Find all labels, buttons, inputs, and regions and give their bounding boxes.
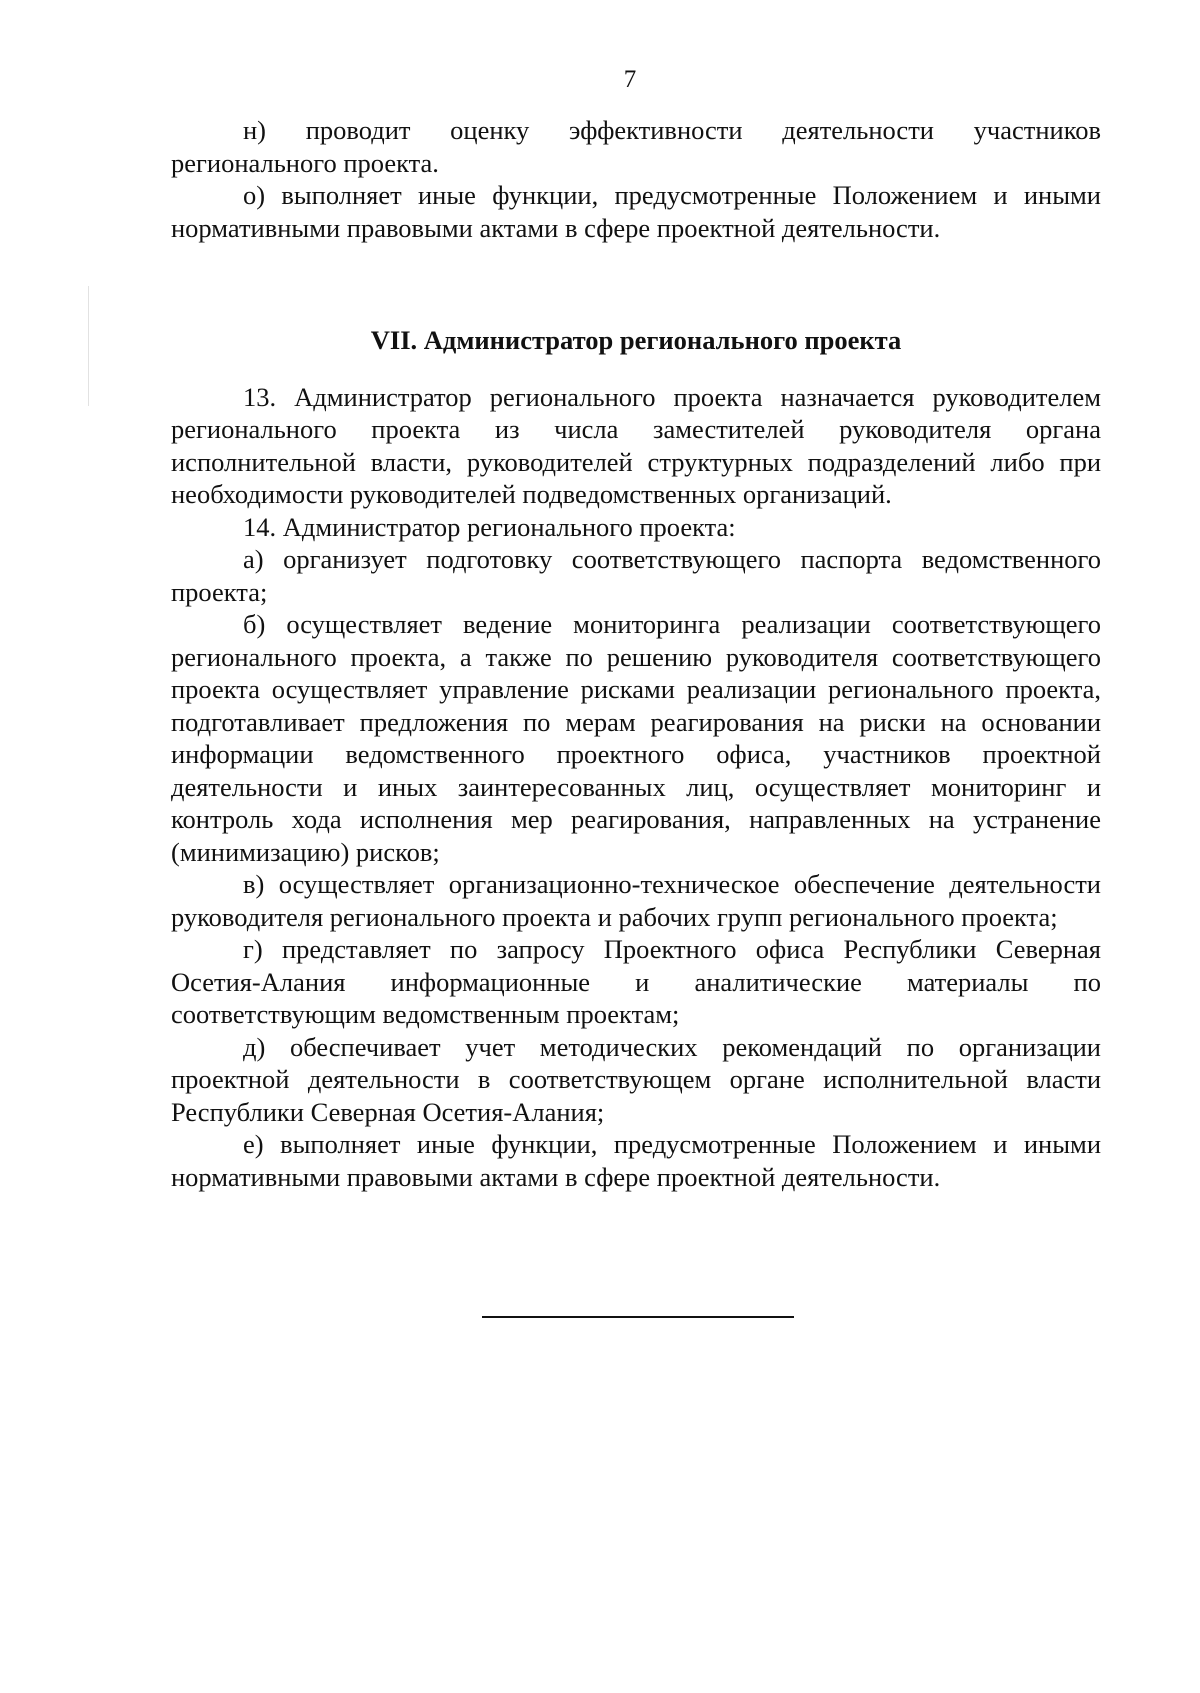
paragraph-item-d: д) обеспечивает учет методических рекомендаций по организации проектной деятельности в соответствующем органе исполнительной власти Республики Северная Осетия-Алания; (171, 1031, 1101, 1127)
paragraph-item-n: н) проводит оценку эффективности деятельности участников регионального проекта. (171, 115, 1101, 178)
page-number: 7 (623, 66, 637, 93)
spacer (171, 244, 1101, 324)
spacer (171, 357, 1101, 381)
paragraph-item-o: о) выполняет иные функции, предусмотренные Положением и иными нормативными правовыми актами в сфере проектной деятельности. (171, 180, 1101, 243)
paragraph-item-v: в) осуществляет организационно-техническое обеспечение деятельности руководителя регионального проекта и рабочих групп регионального проекта; (171, 869, 1101, 932)
paragraph-item-b: б) осуществляет ведение мониторинга реализации соответствующего регионального проекта, а также по решению руководителя соответствующего проекта осуществляет управление рисками реализации регионального проекта, подготавливает предложения по мерам реагирования на риски на основании информации ведомственного проектного офиса, участников проектной деятельности и иных заинтересованных лиц, осуществляет мониторинг и контроль хода исполнения мер реагирования, направленных на устранение (минимизацию) рисков; (171, 609, 1101, 867)
section-heading: VII. Администратор регионального проекта (370, 325, 902, 355)
document-body (171, 114, 1101, 1193)
scan-artifact-line (88, 286, 89, 406)
paragraph-item-e: е) выполняет иные функции, предусмотренные Положением и иными нормативными правовыми актами в сфере проектной деятельности. (171, 1129, 1101, 1192)
end-separator-line (482, 1316, 794, 1318)
paragraph-item-a: а) организует подготовку соответствующего паспорта ведомственного проекта; (171, 544, 1101, 607)
paragraph-item-g: г) представляет по запросу Проектного офиса Республики Северная Осетия-Алания информационные и аналитические материалы по соответствующим ведомственным проектам; (171, 934, 1101, 1029)
paragraph-clause-14: 14. Администратор регионального проекта: (243, 511, 736, 542)
paragraph-clause-13: 13. Администратор регионального проекта назначается руководителем регионального проекта из числа заместителей руководителя органа исполнительной власти, руководителей структурных подразделений либо при необходимости руководителей подведомственных организаций. (171, 381, 1101, 509)
